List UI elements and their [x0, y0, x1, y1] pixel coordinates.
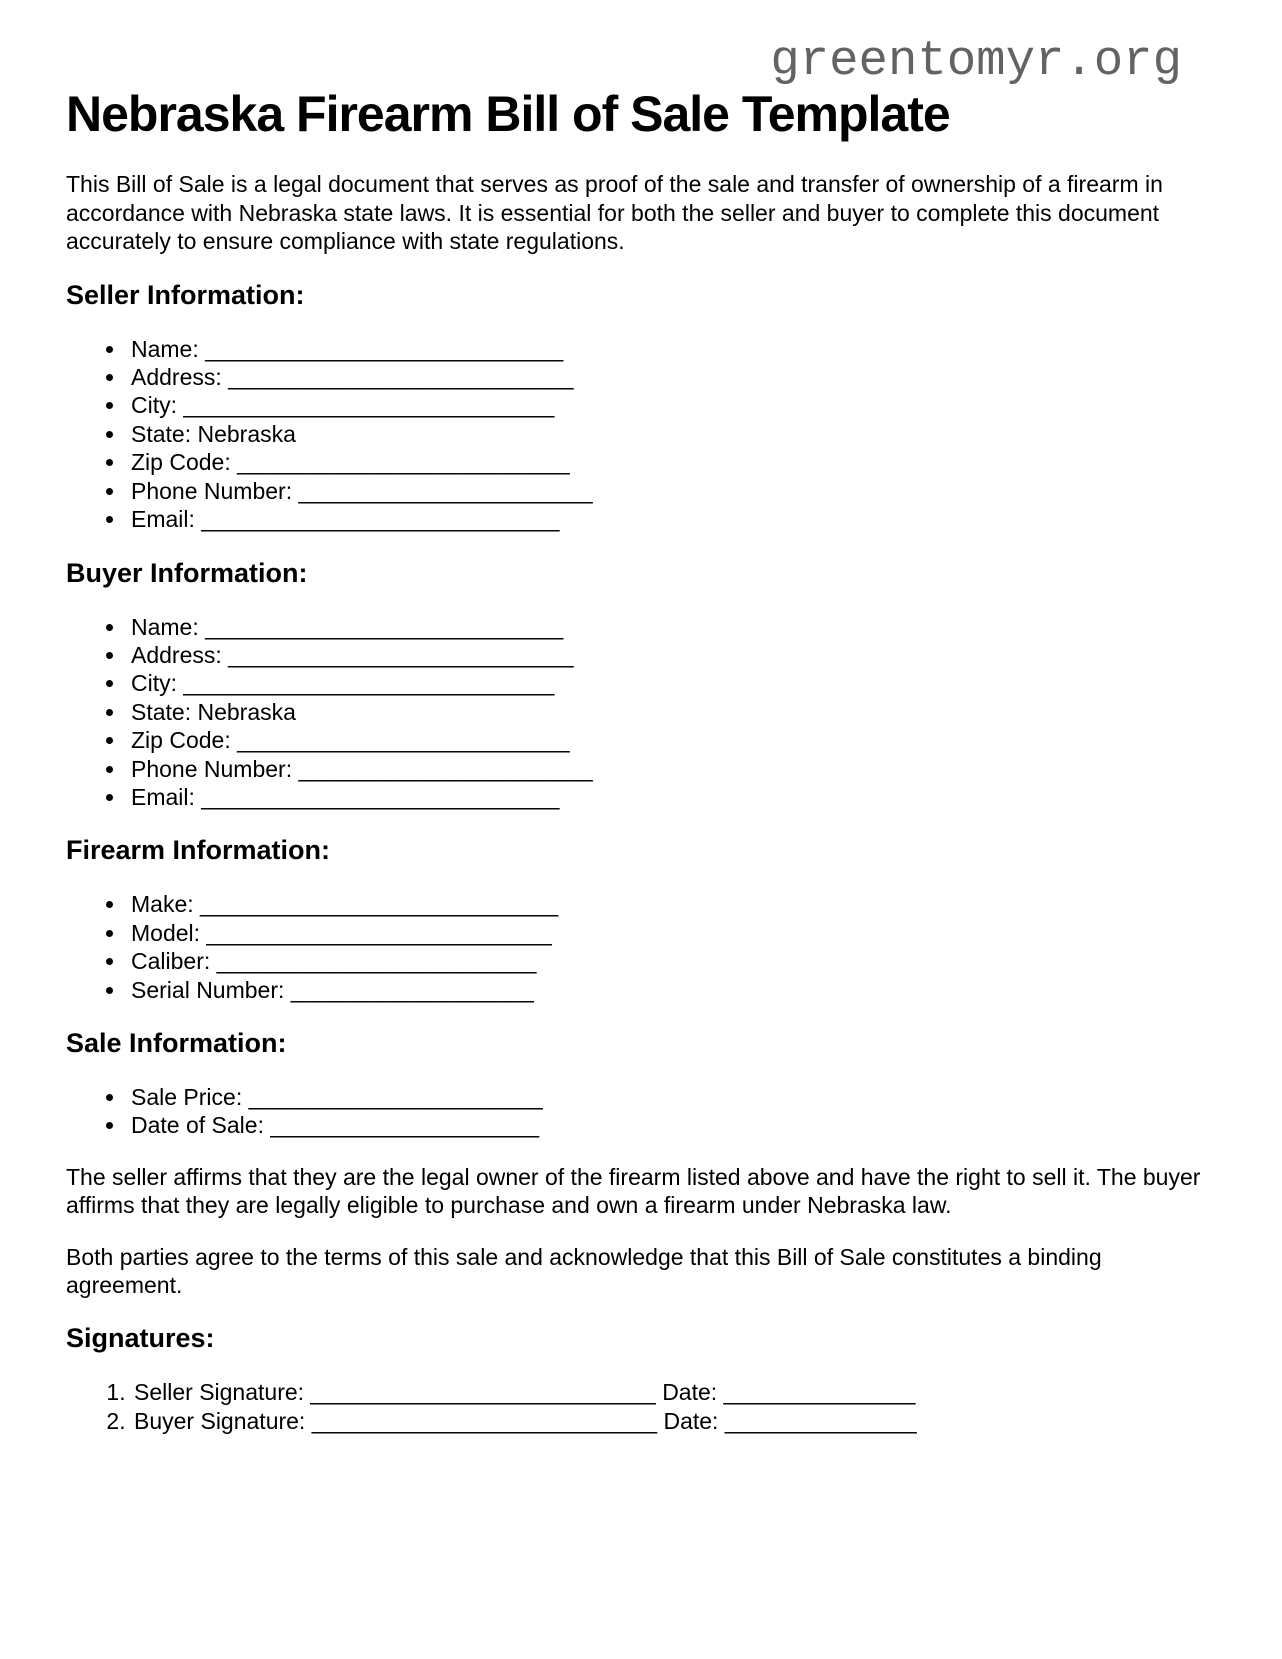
buyer-information-section [66, 557, 1216, 812]
seller-phone-number-field: • Phone Number: _______________________ [127, 477, 1216, 505]
watermark-text: greentomyr.org [770, 33, 1182, 89]
signatures-section [66, 1322, 1216, 1435]
buyer-zip-code-field: • Zip Code: __________________________ [127, 726, 1216, 754]
seller-field-list [66, 335, 1216, 534]
sale-information-section [66, 1027, 1216, 1140]
seller-name-field: • Name: ____________________________ [127, 335, 1216, 363]
seller-state-field: • State: Nebraska [127, 420, 1216, 448]
buyer-name-field: • Name: ____________________________ [127, 613, 1216, 641]
intro-paragraph: This Bill of Sale is a legal document that serves as proof of the sale and transfer of ownership of a firearm in accordance with Nebraska state laws. It is essential for both the seller and buyer to complete this document accurately to ensure compliance with state regulations. [66, 171, 1163, 255]
seller-information-section [66, 279, 1216, 534]
seller-signature-line: 1. Seller Signature: ___________________________ Date: _______________ [132, 1378, 1216, 1406]
sale-price-field: • Sale Price: _______________________ [127, 1083, 1216, 1111]
seller-address-field: • Address: ___________________________ [127, 363, 1216, 391]
buyer-state-field: • State: Nebraska [127, 698, 1216, 726]
firearm-section-heading: Firearm Information: [66, 835, 331, 866]
seller-email-field: • Email: ____________________________ [127, 505, 1216, 533]
seller-section-heading: Seller Information: [66, 279, 305, 310]
firearm-serial-number-field: • Serial Number: ___________________ [127, 976, 1216, 1004]
date-of-sale-field: • Date of Sale: _____________________ [127, 1111, 1216, 1139]
firearm-information-section [66, 834, 1216, 1004]
seller-city-field: • City: _____________________________ [127, 391, 1216, 419]
buyer-signature-line: 2. Buyer Signature: ___________________________ Date: _______________ [132, 1407, 1216, 1435]
seller-affirmation-paragraph: The seller affirms that they are the legal owner of the firearm listed above and have the right to sell it. The buyer affirms that they are legally eligible to purchase and own a firearm under Nebraska law. [66, 1163, 1201, 1219]
buyer-email-field: • Email: ____________________________ [127, 783, 1216, 811]
buyer-city-field: • City: _____________________________ [127, 669, 1216, 697]
sale-section-heading: Sale Information: [66, 1027, 287, 1058]
buyer-field-list [66, 613, 1216, 812]
signature-list [66, 1378, 1216, 1435]
buyer-section-heading: Buyer Information: [66, 557, 308, 588]
sale-field-list [66, 1083, 1216, 1140]
firearm-field-list [66, 890, 1216, 1004]
buyer-phone-number-field: • Phone Number: _______________________ [127, 755, 1216, 783]
seller-zip-code-field: • Zip Code: __________________________ [127, 448, 1216, 476]
firearm-model-field: • Model: ___________________________ [127, 919, 1216, 947]
page-title: Nebraska Firearm Bill of Sale Template [66, 86, 950, 143]
firearm-make-field: • Make: ____________________________ [127, 890, 1216, 918]
firearm-caliber-field: • Caliber: _________________________ [127, 947, 1216, 975]
binding-agreement-paragraph: Both parties agree to the terms of this sale and acknowledge that this Bill of Sale constitutes a binding agreement. [66, 1243, 1102, 1298]
signatures-section-heading: Signatures: [66, 1323, 215, 1354]
buyer-address-field: • Address: ___________________________ [127, 641, 1216, 669]
